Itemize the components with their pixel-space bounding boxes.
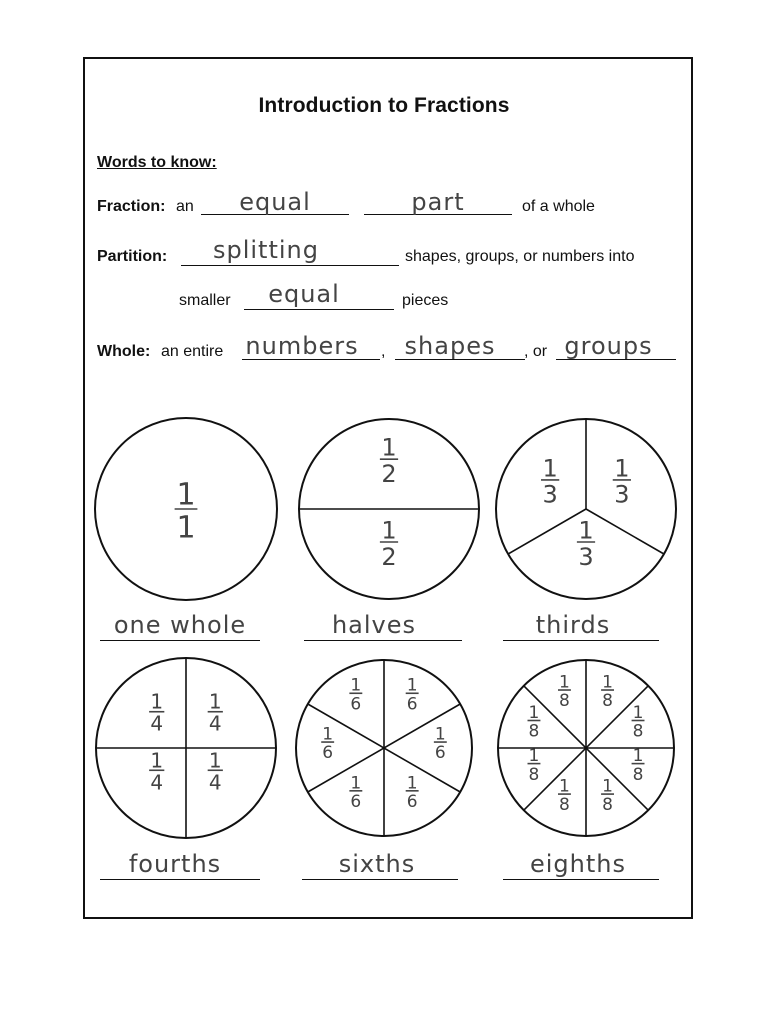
fraction-label [208,748,223,794]
svg-text:1: 1 [176,477,196,513]
fraction-term: Fraction: [97,198,166,215]
svg-text:8: 8 [528,721,540,742]
svg-text:1: 1 [602,672,613,693]
fraction-label [601,672,614,711]
caption-sixths: sixths [338,850,416,878]
svg-text:1: 1 [614,454,630,483]
svg-text:1: 1 [559,776,570,797]
svg-text:6: 6 [434,743,446,764]
svg-text:1: 1 [602,776,613,797]
svg-text:2: 2 [381,542,397,571]
svg-text:8: 8 [602,691,613,712]
whole-answer-1: numbers [245,332,359,360]
fraction-label [208,690,223,736]
partition-lead-2: smaller [179,292,231,309]
svg-text:6: 6 [406,694,418,715]
svg-text:1: 1 [632,702,644,723]
fraction-label [434,725,447,764]
svg-text:1: 1 [406,773,418,794]
svg-text:1: 1 [406,675,418,696]
partition-term: Partition: [97,248,168,265]
fraction-lead: an [176,198,194,215]
fraction-label [528,746,541,785]
caption-line-3 [503,640,659,641]
svg-text:1: 1 [150,748,164,773]
fraction-label [577,516,595,570]
whole-sep-1: , [381,343,386,360]
fraction-label [175,478,198,546]
svg-text:1: 1 [381,516,397,545]
whole-sep-2: , or [524,343,548,360]
svg-text:1: 1 [632,746,644,767]
svg-text:8: 8 [602,795,613,816]
caption-line-5 [302,879,458,880]
svg-text:3: 3 [542,480,558,509]
svg-text:4: 4 [150,711,164,736]
partition-tail-2: pieces [402,292,449,309]
fraction-label [613,454,631,508]
fraction-label [601,777,614,816]
fraction-label [380,516,398,570]
whole-lead: an entire [161,343,224,360]
svg-text:2: 2 [381,460,397,488]
caption-eighths: eighths [529,850,626,878]
fraction-label [321,725,334,764]
svg-text:8: 8 [559,691,570,712]
svg-text:4: 4 [208,711,222,736]
division-line [586,509,664,554]
whole-term: Whole: [97,343,151,360]
svg-text:8: 8 [632,764,644,785]
svg-text:3: 3 [578,542,594,571]
svg-text:1: 1 [350,773,362,794]
caption-line-2 [304,640,462,641]
caption-thirds: thirds [535,611,611,639]
caption-fourths: fourths [128,850,222,878]
caption-line-6 [503,879,659,880]
caption-halves: halves [331,611,417,639]
partition-answer-2: equal [268,280,340,308]
svg-text:6: 6 [322,743,334,764]
svg-text:8: 8 [559,795,570,816]
page-title: Introduction to Fractions [258,94,510,117]
svg-text:1: 1 [542,454,558,483]
caption-line-4 [100,879,260,880]
svg-text:1: 1 [578,516,594,545]
svg-text:1: 1 [350,675,362,696]
svg-text:1: 1 [434,724,446,745]
svg-text:6: 6 [350,694,362,715]
fraction-label [349,773,362,812]
caption-line-1 [100,640,260,641]
partition-answer-1: splitting [212,236,319,264]
words-heading: Words to know: [97,154,217,171]
svg-text:1: 1 [322,724,334,745]
fraction-tail: of a whole [522,198,595,215]
fraction-label [558,672,571,711]
fraction-label [149,748,164,794]
svg-text:6: 6 [350,791,362,812]
svg-text:8: 8 [632,721,644,742]
svg-text:1: 1 [528,702,540,723]
svg-text:1: 1 [559,672,570,693]
fraction-label [632,703,645,742]
fraction-label [149,690,164,736]
svg-text:1: 1 [208,748,222,773]
svg-text:1: 1 [381,433,397,462]
caption-one-whole: one whole [113,611,247,639]
division-line [508,509,586,554]
fraction-label [632,746,645,785]
fraction-label [528,703,541,742]
fraction-label [541,454,559,508]
svg-text:8: 8 [528,764,540,785]
partition-tail: shapes, groups, or numbers into [405,248,635,265]
fraction-label [558,777,571,816]
svg-text:4: 4 [150,770,164,795]
svg-text:1: 1 [208,689,222,714]
fraction-answer-1: equal [239,188,311,216]
svg-text:1: 1 [528,746,540,767]
svg-text:3: 3 [614,480,630,509]
svg-text:1: 1 [150,689,164,714]
whole-answer-2: shapes [404,332,496,360]
svg-text:4: 4 [208,770,222,795]
whole-answer-3: groups [564,332,653,360]
fraction-label [406,676,419,715]
fraction-label [349,676,362,715]
fraction-label [406,773,419,812]
svg-text:6: 6 [406,791,418,812]
svg-text:1: 1 [176,510,196,546]
fraction-label [380,434,398,488]
fraction-answer-2: part [411,188,465,216]
